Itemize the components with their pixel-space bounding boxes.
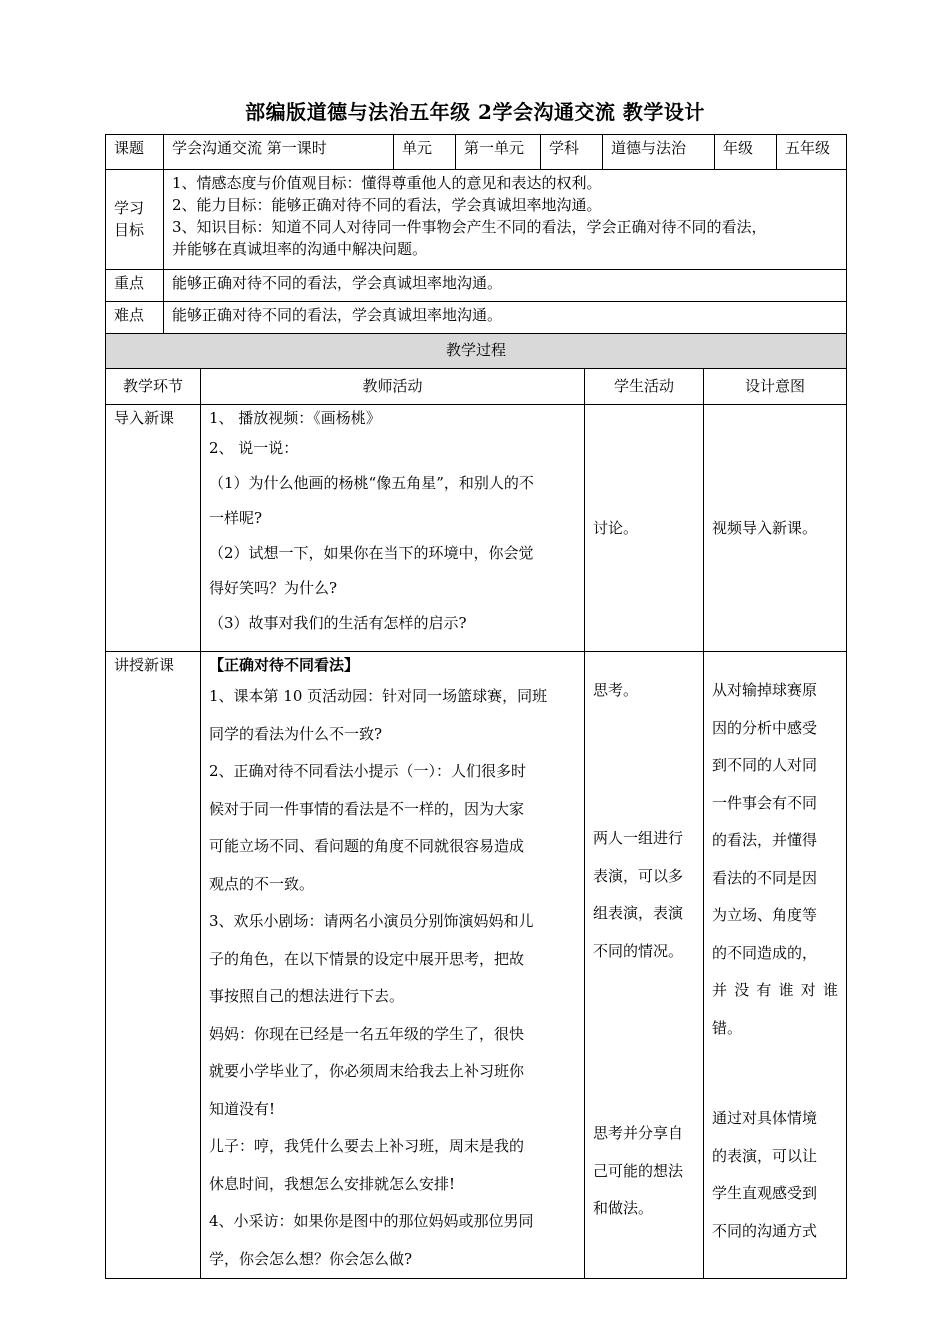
lesson-intent-line: 不同的沟通方式 (712, 1221, 818, 1240)
lesson-student-line: 组表演，表演 (593, 904, 684, 922)
lesson-teacher-line: 同学的看法为什么不一致? (209, 724, 383, 743)
goal-line: 2、能力目标：能够正确对待不同的看法，学会真诚坦率地沟通。 (172, 196, 602, 214)
process-section-header (106, 334, 847, 369)
info-row-key (106, 270, 847, 302)
lesson-teacher-line: 知道没有! (209, 1099, 276, 1118)
header-student: 学生活动 (585, 369, 704, 405)
lesson-teacher-line: 2、正确对待不同看法小提示（一）：人们很多时 (209, 762, 527, 780)
lesson-teacher-line: 事按照自己的想法进行下去。 (209, 987, 405, 1005)
lesson-teacher-line: 学，你会怎么想？你会怎么做? (209, 1249, 413, 1268)
key-label: 重点 (106, 270, 164, 302)
header-teacher: 教师活动 (201, 369, 585, 405)
lesson-intent-line: 学生直观感受到 (712, 1184, 818, 1202)
lesson-student-line: 两人一组进行 (593, 829, 684, 847)
intro-student: 讨论。 (585, 405, 704, 652)
lesson-intent-line: 从对输掉球赛原 (712, 681, 818, 699)
lesson-teacher-line: 4、小采访：如果你是图中的那位妈妈或那位男同 (209, 1212, 534, 1230)
subject-label: 学科 (541, 135, 603, 170)
header-stage: 教学环节 (106, 369, 201, 405)
lesson-student-line: 不同的情况。 (593, 941, 684, 960)
lesson-student-block-3 (593, 1115, 698, 1228)
info-row-difficulty (106, 302, 847, 334)
lesson-teacher-line: 3、欢乐小剧场：请两名小演员分别饰演妈妈和儿 (209, 912, 534, 930)
lesson-teacher-line: 就要小学毕业了，你必须周末给我去上补习班你 (209, 1062, 525, 1080)
lesson-student (585, 652, 704, 1279)
lesson-teacher-line: 候对于同一件事情的看法是不一样的，因为大家 (209, 799, 525, 818)
intro-stage: 导入新课 (106, 405, 201, 652)
lesson-teacher-line: 观点的不一致。 (209, 874, 315, 893)
lesson-stage: 讲授新课 (106, 652, 201, 1279)
lesson-teacher-line: 妈妈：你现在已经是一名五年级的学生了，很快 (209, 1024, 525, 1043)
goals-content (164, 170, 847, 270)
grade-value: 五年级 (777, 135, 847, 170)
difficulty-label: 难点 (106, 302, 164, 334)
unit-value: 第一单元 (456, 135, 541, 170)
lesson-student-block-2 (593, 820, 698, 970)
lesson-intent-line: 的看法，并懂得 (712, 831, 818, 849)
lesson-teacher-heading: 【正确对待不同看法】 (209, 656, 360, 674)
goal-line: 3、知识目标：知道不同人对待同一件事物会产生不同的看法，学会正确对待不同的看法， (172, 218, 767, 236)
goals-label-line: 学习 (114, 199, 145, 217)
lesson-student-line: 思考。 (593, 681, 639, 699)
header-intent: 设计意图 (704, 369, 847, 405)
key-value: 能够正确对待不同的看法，学会真诚坦率地沟通。 (164, 270, 847, 302)
goal-line: 1、情感态度与价值观目标：懂得尊重他人的意见和表达的权利。 (172, 174, 602, 192)
intro-teacher-line: 2、 说一说： (209, 439, 299, 457)
lesson-intent-line: 通过对具体情境 (712, 1109, 818, 1127)
lesson-row (106, 652, 847, 1279)
topic-value: 学会沟通交流 第一课时 (164, 135, 394, 170)
document-title: 部编版道德与法治五年级 2学会沟通交流 教学设计 (245, 100, 705, 124)
info-row-topic (106, 135, 847, 170)
grade-label: 年级 (715, 135, 777, 170)
lesson-intent-line: 一件事会有不同 (712, 793, 818, 812)
process-table (105, 333, 847, 1279)
lesson-student-line: 己可能的想法 (593, 1161, 684, 1180)
intro-teacher (201, 405, 585, 652)
lesson-student-line: 思考并分享自 (593, 1124, 684, 1142)
goals-label (106, 170, 164, 270)
intro-row (106, 405, 847, 652)
intro-teacher-line: 得好笑吗？为什么? (209, 579, 338, 597)
process-column-headers (106, 369, 847, 405)
lesson-intent-line: 到不同的人对同 (712, 756, 818, 774)
intro-teacher-line: （2）试想一下，如果你在当下的环境中，你会觉 (209, 544, 534, 562)
lesson-student-block-1 (593, 672, 698, 710)
unit-label: 单元 (394, 135, 456, 170)
lesson-intent-line: 为立场、角度等 (712, 906, 818, 924)
lesson-student-line: 和做法。 (593, 1199, 654, 1217)
difficulty-value: 能够正确对待不同的看法，学会真诚坦率地沟通。 (164, 302, 847, 334)
lesson-teacher-line: 1、课本第 10 页活动园：针对同一场篮球赛，同班 (209, 687, 548, 705)
topic-label: 课题 (106, 135, 164, 170)
lesson-intent-line: 的表演，可以让 (712, 1146, 818, 1165)
lesson-teacher-line: 休息时间，我想怎么安排就怎么安排! (209, 1174, 456, 1193)
subject-value: 道德与法治 (603, 135, 715, 170)
intro-teacher-line: 一样呢? (209, 509, 263, 527)
lesson-intent-line: 错。 (712, 1018, 743, 1037)
lesson-intent-line: 并没有谁对谁 (712, 981, 838, 999)
lesson-teacher-line: 可能立场不同、看问题的角度不同就很容易造成 (209, 837, 525, 855)
lesson-teacher (201, 652, 585, 1279)
lesson-teacher-line: 儿子：哼，我凭什么要去上补习班，周末是我的 (209, 1137, 525, 1155)
info-row-goals (106, 170, 847, 270)
intro-teacher-line: （3）故事对我们的生活有怎样的启示? (209, 614, 467, 632)
intro-intent: 视频导入新课。 (704, 405, 847, 652)
goal-line: 并能够在真诚坦率的沟通中解决问题。 (172, 240, 428, 258)
goals-label-line: 目标 (114, 221, 145, 239)
process-section-title: 教学过程 (106, 334, 847, 369)
lesson-student-line: 表演，可以多 (593, 866, 684, 885)
lesson-intent (704, 652, 847, 1279)
lesson-intent-line: 因的分析中感受 (712, 718, 818, 737)
lesson-intent-line: 看法的不同是因 (712, 868, 818, 887)
lesson-intent-block-2 (712, 1100, 838, 1250)
lesson-intent-block-1 (712, 672, 838, 1047)
info-table (105, 134, 847, 334)
intro-teacher-line: 1、 播放视频：《画杨桃》 (209, 409, 381, 427)
intro-teacher-line: （1）为什么他画的杨桃“像五角星”，和别人的不 (209, 474, 534, 492)
lesson-teacher-line: 子的角色，在以下情景的设定中展开思考，把故 (209, 949, 525, 968)
lesson-intent-line: 的不同造成的， (712, 943, 818, 962)
